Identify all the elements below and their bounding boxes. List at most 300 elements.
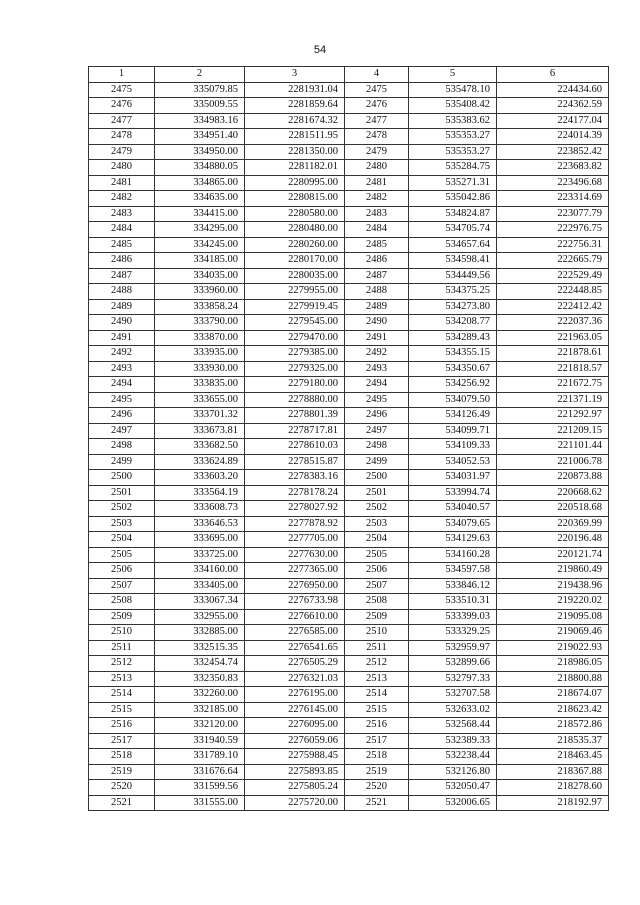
point-number-cell: 2513 — [89, 671, 155, 687]
table-row — [89, 129, 609, 145]
table-row — [89, 718, 609, 734]
coord-x-cell: 334035.00 — [155, 268, 245, 284]
coord-y-2-cell: 221101.44 — [497, 439, 609, 455]
point-number-2-cell: 2477 — [345, 113, 409, 129]
coord-y-cell: 2276195.00 — [245, 687, 345, 703]
coord-x-2-cell: 535353.27 — [409, 129, 497, 145]
coord-y-2-cell: 220121.74 — [497, 547, 609, 563]
point-number-2-cell: 2494 — [345, 377, 409, 393]
coord-x-2-cell: 535478.10 — [409, 82, 497, 98]
coord-y-2-cell: 223683.82 — [497, 160, 609, 176]
point-number-cell: 2504 — [89, 532, 155, 548]
coord-x-cell: 331599.56 — [155, 780, 245, 796]
coord-x-cell: 333790.00 — [155, 315, 245, 331]
coord-x-cell: 334880.05 — [155, 160, 245, 176]
coord-x-2-cell: 532899.66 — [409, 656, 497, 672]
point-number-2-cell: 2517 — [345, 733, 409, 749]
coord-x-cell: 334185.00 — [155, 253, 245, 269]
coord-y-2-cell: 219220.02 — [497, 594, 609, 610]
coord-x-cell: 333564.19 — [155, 485, 245, 501]
point-number-cell: 2477 — [89, 113, 155, 129]
coord-x-2-cell: 534375.25 — [409, 284, 497, 300]
point-number-cell: 2484 — [89, 222, 155, 238]
point-number-2-cell: 2476 — [345, 98, 409, 114]
table-row — [89, 764, 609, 780]
coord-x-cell: 334635.00 — [155, 191, 245, 207]
table-row — [89, 284, 609, 300]
coord-x-cell: 332885.00 — [155, 625, 245, 641]
table-row — [89, 423, 609, 439]
point-number-2-cell: 2516 — [345, 718, 409, 734]
page-number: 54 — [313, 44, 327, 56]
coord-x-2-cell: 535408.42 — [409, 98, 497, 114]
coord-y-cell: 2278801.39 — [245, 408, 345, 424]
coord-x-cell: 332955.00 — [155, 609, 245, 625]
table-row — [89, 253, 609, 269]
point-number-2-cell: 2515 — [345, 702, 409, 718]
coord-y-2-cell: 221371.19 — [497, 392, 609, 408]
point-number-cell: 2494 — [89, 377, 155, 393]
coord-y-cell: 2277630.00 — [245, 547, 345, 563]
coord-x-2-cell: 534079.50 — [409, 392, 497, 408]
point-number-cell: 2490 — [89, 315, 155, 331]
point-number-2-cell: 2492 — [345, 346, 409, 362]
coord-y-cell: 2276095.00 — [245, 718, 345, 734]
table-row — [89, 392, 609, 408]
coord-y-2-cell: 219069.46 — [497, 625, 609, 641]
coord-y-cell: 2275805.24 — [245, 780, 345, 796]
point-number-2-cell: 2505 — [345, 547, 409, 563]
coord-y-2-cell: 218535.37 — [497, 733, 609, 749]
coord-y-cell: 2276585.00 — [245, 625, 345, 641]
table-row — [89, 485, 609, 501]
coord-x-cell: 333603.20 — [155, 470, 245, 486]
coord-y-2-cell: 224362.59 — [497, 98, 609, 114]
coord-x-cell: 333695.00 — [155, 532, 245, 548]
column-header-4: 4 — [345, 67, 409, 83]
point-number-cell: 2495 — [89, 392, 155, 408]
coord-y-2-cell: 224014.39 — [497, 129, 609, 145]
coord-y-cell: 2280480.00 — [245, 222, 345, 238]
coord-x-cell: 332185.00 — [155, 702, 245, 718]
coord-x-cell: 333960.00 — [155, 284, 245, 300]
point-number-cell: 2492 — [89, 346, 155, 362]
coord-y-2-cell: 222756.31 — [497, 237, 609, 253]
point-number-2-cell: 2510 — [345, 625, 409, 641]
coord-y-cell: 2280170.00 — [245, 253, 345, 269]
table-row — [89, 299, 609, 315]
coord-y-2-cell: 220668.62 — [497, 485, 609, 501]
point-number-cell: 2520 — [89, 780, 155, 796]
coord-y-2-cell: 219860.49 — [497, 563, 609, 579]
coord-x-cell: 332515.35 — [155, 640, 245, 656]
coord-y-2-cell: 223852.42 — [497, 144, 609, 160]
coord-x-cell: 333725.00 — [155, 547, 245, 563]
coord-x-2-cell: 534160.28 — [409, 547, 497, 563]
coord-x-2-cell: 532797.33 — [409, 671, 497, 687]
coord-x-2-cell: 535383.62 — [409, 113, 497, 129]
point-number-2-cell: 2491 — [345, 330, 409, 346]
table-row — [89, 330, 609, 346]
point-number-2-cell: 2497 — [345, 423, 409, 439]
table-row — [89, 532, 609, 548]
coord-y-cell: 2276059.06 — [245, 733, 345, 749]
point-number-2-cell: 2478 — [345, 129, 409, 145]
coord-y-cell: 2275988.45 — [245, 749, 345, 765]
coord-x-2-cell: 534289.43 — [409, 330, 497, 346]
point-number-cell: 2508 — [89, 594, 155, 610]
point-number-cell: 2511 — [89, 640, 155, 656]
table-row — [89, 547, 609, 563]
coord-x-2-cell: 534129.63 — [409, 532, 497, 548]
coord-y-cell: 2280815.00 — [245, 191, 345, 207]
coord-y-cell: 2279385.00 — [245, 346, 345, 362]
coord-x-cell: 333858.24 — [155, 299, 245, 315]
table-row — [89, 454, 609, 470]
coord-x-2-cell: 533846.12 — [409, 578, 497, 594]
coord-x-2-cell: 532389.33 — [409, 733, 497, 749]
point-number-2-cell: 2519 — [345, 764, 409, 780]
table-row — [89, 160, 609, 176]
point-number-cell: 2518 — [89, 749, 155, 765]
coord-x-2-cell: 534040.57 — [409, 501, 497, 517]
coord-x-2-cell: 534824.87 — [409, 206, 497, 222]
coord-x-2-cell: 532959.97 — [409, 640, 497, 656]
coord-x-cell: 334950.00 — [155, 144, 245, 160]
coord-x-cell: 332454.74 — [155, 656, 245, 672]
table-row — [89, 470, 609, 486]
point-number-2-cell: 2475 — [345, 82, 409, 98]
coord-x-cell: 334160.00 — [155, 563, 245, 579]
coord-x-2-cell: 534256.92 — [409, 377, 497, 393]
coord-x-cell: 333682.50 — [155, 439, 245, 455]
point-number-2-cell: 2480 — [345, 160, 409, 176]
coord-y-cell: 2280260.00 — [245, 237, 345, 253]
point-number-cell: 2483 — [89, 206, 155, 222]
coord-y-cell: 2278027.92 — [245, 501, 345, 517]
coord-y-cell: 2276145.00 — [245, 702, 345, 718]
coord-y-2-cell: 221672.75 — [497, 377, 609, 393]
coord-y-cell: 2278515.87 — [245, 454, 345, 470]
table-row — [89, 625, 609, 641]
coord-y-2-cell: 219095.08 — [497, 609, 609, 625]
point-number-cell: 2491 — [89, 330, 155, 346]
coord-x-2-cell: 533329.25 — [409, 625, 497, 641]
coord-y-cell: 2278383.16 — [245, 470, 345, 486]
coord-y-2-cell: 220196.48 — [497, 532, 609, 548]
coord-y-cell: 2278717.81 — [245, 423, 345, 439]
coord-y-cell: 2276610.00 — [245, 609, 345, 625]
coord-y-2-cell: 218674.07 — [497, 687, 609, 703]
coord-y-2-cell: 222665.79 — [497, 253, 609, 269]
coord-y-2-cell: 221963.05 — [497, 330, 609, 346]
coord-y-cell: 2280995.00 — [245, 175, 345, 191]
coord-y-cell: 2279180.00 — [245, 377, 345, 393]
point-number-cell: 2497 — [89, 423, 155, 439]
coord-x-2-cell: 534355.15 — [409, 346, 497, 362]
coord-y-cell: 2281350.00 — [245, 144, 345, 160]
coord-x-2-cell: 534079.65 — [409, 516, 497, 532]
coord-x-cell: 333624.89 — [155, 454, 245, 470]
table-row — [89, 656, 609, 672]
point-number-cell: 2521 — [89, 795, 155, 811]
coord-y-cell: 2281511.95 — [245, 129, 345, 145]
point-number-cell: 2496 — [89, 408, 155, 424]
point-number-cell: 2516 — [89, 718, 155, 734]
coord-y-2-cell: 218192.97 — [497, 795, 609, 811]
coord-y-2-cell: 218572.86 — [497, 718, 609, 734]
table-row — [89, 501, 609, 517]
point-number-2-cell: 2487 — [345, 268, 409, 284]
coord-y-2-cell: 218623.42 — [497, 702, 609, 718]
coord-y-cell: 2276505.29 — [245, 656, 345, 672]
point-number-cell: 2502 — [89, 501, 155, 517]
point-number-2-cell: 2481 — [345, 175, 409, 191]
coord-y-2-cell: 222448.85 — [497, 284, 609, 300]
coord-x-cell: 333405.00 — [155, 578, 245, 594]
point-number-cell: 2499 — [89, 454, 155, 470]
coord-y-cell: 2280580.00 — [245, 206, 345, 222]
table-row — [89, 733, 609, 749]
table-row — [89, 578, 609, 594]
coord-x-cell: 335009.55 — [155, 98, 245, 114]
coord-y-2-cell: 218278.60 — [497, 780, 609, 796]
point-number-2-cell: 2479 — [345, 144, 409, 160]
coord-x-2-cell: 535284.75 — [409, 160, 497, 176]
point-number-2-cell: 2504 — [345, 532, 409, 548]
table-row — [89, 780, 609, 796]
coord-y-cell: 2275893.85 — [245, 764, 345, 780]
coord-x-cell: 335079.85 — [155, 82, 245, 98]
coord-x-cell: 332120.00 — [155, 718, 245, 734]
coord-x-2-cell: 534597.58 — [409, 563, 497, 579]
coord-x-2-cell: 532633.02 — [409, 702, 497, 718]
coord-x-2-cell: 532707.58 — [409, 687, 497, 703]
coord-y-cell: 2275720.00 — [245, 795, 345, 811]
coord-x-cell: 334245.00 — [155, 237, 245, 253]
coord-y-2-cell: 221006.78 — [497, 454, 609, 470]
point-number-2-cell: 2502 — [345, 501, 409, 517]
coord-x-2-cell: 534449.56 — [409, 268, 497, 284]
coord-y-2-cell: 221209.15 — [497, 423, 609, 439]
point-number-cell: 2480 — [89, 160, 155, 176]
coord-x-cell: 334983.16 — [155, 113, 245, 129]
point-number-2-cell: 2511 — [345, 640, 409, 656]
coord-x-2-cell: 533399.03 — [409, 609, 497, 625]
coord-x-cell: 333870.00 — [155, 330, 245, 346]
coord-x-2-cell: 533510.31 — [409, 594, 497, 610]
point-number-cell: 2488 — [89, 284, 155, 300]
coord-y-2-cell: 222412.42 — [497, 299, 609, 315]
coord-y-cell: 2281182.01 — [245, 160, 345, 176]
table-row — [89, 191, 609, 207]
coord-x-2-cell: 534031.97 — [409, 470, 497, 486]
point-number-2-cell: 2488 — [345, 284, 409, 300]
coord-x-cell: 333646.53 — [155, 516, 245, 532]
table-row — [89, 268, 609, 284]
point-number-2-cell: 2482 — [345, 191, 409, 207]
coord-x-2-cell: 534657.64 — [409, 237, 497, 253]
coord-y-cell: 2278610.03 — [245, 439, 345, 455]
table-row — [89, 237, 609, 253]
point-number-cell: 2501 — [89, 485, 155, 501]
coord-y-2-cell: 222976.75 — [497, 222, 609, 238]
coord-y-cell: 2277365.00 — [245, 563, 345, 579]
coord-y-cell: 2277705.00 — [245, 532, 345, 548]
coord-x-cell: 333067.34 — [155, 594, 245, 610]
point-number-cell: 2478 — [89, 129, 155, 145]
coord-x-cell: 333930.00 — [155, 361, 245, 377]
column-header-2: 2 — [155, 67, 245, 83]
point-number-cell: 2476 — [89, 98, 155, 114]
point-number-2-cell: 2521 — [345, 795, 409, 811]
coord-y-2-cell: 223496.68 — [497, 175, 609, 191]
coord-x-2-cell: 535271.31 — [409, 175, 497, 191]
coord-x-cell: 331555.00 — [155, 795, 245, 811]
coord-x-2-cell: 535353.27 — [409, 144, 497, 160]
table-row — [89, 144, 609, 160]
table-row — [89, 408, 609, 424]
table-row — [89, 702, 609, 718]
coord-y-cell: 2276321.03 — [245, 671, 345, 687]
coord-y-cell: 2279325.00 — [245, 361, 345, 377]
coord-y-2-cell: 220873.88 — [497, 470, 609, 486]
point-number-cell: 2489 — [89, 299, 155, 315]
point-number-2-cell: 2495 — [345, 392, 409, 408]
coord-x-cell: 333655.00 — [155, 392, 245, 408]
point-number-2-cell: 2483 — [345, 206, 409, 222]
point-number-2-cell: 2514 — [345, 687, 409, 703]
point-number-cell: 2510 — [89, 625, 155, 641]
coord-x-2-cell: 532050.47 — [409, 780, 497, 796]
coord-x-2-cell: 532006.65 — [409, 795, 497, 811]
coord-y-2-cell: 224177.04 — [497, 113, 609, 129]
coord-y-cell: 2279955.00 — [245, 284, 345, 300]
coord-y-2-cell: 218367.88 — [497, 764, 609, 780]
point-number-cell: 2485 — [89, 237, 155, 253]
point-number-2-cell: 2503 — [345, 516, 409, 532]
table-row — [89, 594, 609, 610]
coord-y-2-cell: 219438.96 — [497, 578, 609, 594]
point-number-2-cell: 2489 — [345, 299, 409, 315]
coord-x-cell: 333673.81 — [155, 423, 245, 439]
point-number-2-cell: 2496 — [345, 408, 409, 424]
point-number-2-cell: 2493 — [345, 361, 409, 377]
point-number-2-cell: 2499 — [345, 454, 409, 470]
coord-y-cell: 2277878.92 — [245, 516, 345, 532]
table-row — [89, 377, 609, 393]
point-number-cell: 2506 — [89, 563, 155, 579]
table-row — [89, 439, 609, 455]
table-row — [89, 609, 609, 625]
coord-x-2-cell: 532126.80 — [409, 764, 497, 780]
point-number-cell: 2509 — [89, 609, 155, 625]
point-number-cell: 2498 — [89, 439, 155, 455]
point-number-2-cell: 2507 — [345, 578, 409, 594]
coord-x-2-cell: 534052.53 — [409, 454, 497, 470]
coord-y-cell: 2280035.00 — [245, 268, 345, 284]
coord-y-2-cell: 220518.68 — [497, 501, 609, 517]
table-row — [89, 687, 609, 703]
table-row — [89, 206, 609, 222]
coord-x-2-cell: 534099.71 — [409, 423, 497, 439]
coord-x-cell: 333701.32 — [155, 408, 245, 424]
point-number-cell: 2507 — [89, 578, 155, 594]
point-number-cell: 2512 — [89, 656, 155, 672]
coord-x-cell: 333835.00 — [155, 377, 245, 393]
coord-y-cell: 2276541.65 — [245, 640, 345, 656]
point-number-cell: 2482 — [89, 191, 155, 207]
coord-x-cell: 331789.10 — [155, 749, 245, 765]
coord-y-cell: 2279919.45 — [245, 299, 345, 315]
point-number-2-cell: 2513 — [345, 671, 409, 687]
point-number-cell: 2481 — [89, 175, 155, 191]
point-number-2-cell: 2486 — [345, 253, 409, 269]
table-body — [89, 82, 609, 811]
coord-x-2-cell: 534208.77 — [409, 315, 497, 331]
coord-x-2-cell: 534273.80 — [409, 299, 497, 315]
coord-y-2-cell: 218800.88 — [497, 671, 609, 687]
coord-y-2-cell: 223077.79 — [497, 206, 609, 222]
coord-y-2-cell: 222037.36 — [497, 315, 609, 331]
coord-y-2-cell: 222529.49 — [497, 268, 609, 284]
coord-y-cell: 2279545.00 — [245, 315, 345, 331]
point-number-2-cell: 2509 — [345, 609, 409, 625]
table-row — [89, 82, 609, 98]
point-number-2-cell: 2485 — [345, 237, 409, 253]
point-number-2-cell: 2506 — [345, 563, 409, 579]
coord-x-2-cell: 534598.41 — [409, 253, 497, 269]
coord-x-2-cell: 532568.44 — [409, 718, 497, 734]
coord-y-2-cell: 221292.97 — [497, 408, 609, 424]
table-row — [89, 315, 609, 331]
coordinates-table — [88, 66, 609, 811]
table-row — [89, 749, 609, 765]
coord-y-2-cell: 218986.05 — [497, 656, 609, 672]
point-number-cell: 2475 — [89, 82, 155, 98]
coord-x-cell: 331940.59 — [155, 733, 245, 749]
coord-x-cell: 334865.00 — [155, 175, 245, 191]
coord-x-2-cell: 535042.86 — [409, 191, 497, 207]
point-number-cell: 2519 — [89, 764, 155, 780]
point-number-2-cell: 2498 — [345, 439, 409, 455]
coord-y-2-cell: 218463.45 — [497, 749, 609, 765]
table-header-row — [89, 67, 609, 83]
column-header-1: 1 — [89, 67, 155, 83]
table-row — [89, 640, 609, 656]
coord-y-cell: 2276950.00 — [245, 578, 345, 594]
coord-y-cell: 2279470.00 — [245, 330, 345, 346]
coord-x-2-cell: 532238.44 — [409, 749, 497, 765]
coord-y-2-cell: 220369.99 — [497, 516, 609, 532]
coord-y-2-cell: 223314.69 — [497, 191, 609, 207]
point-number-2-cell: 2501 — [345, 485, 409, 501]
coord-y-cell: 2281931.04 — [245, 82, 345, 98]
coord-x-cell: 333935.00 — [155, 346, 245, 362]
coord-y-cell: 2278178.24 — [245, 485, 345, 501]
coord-y-cell: 2278880.00 — [245, 392, 345, 408]
coord-y-2-cell: 221818.57 — [497, 361, 609, 377]
point-number-2-cell: 2508 — [345, 594, 409, 610]
coord-x-cell: 333608.73 — [155, 501, 245, 517]
coord-x-cell: 332260.00 — [155, 687, 245, 703]
point-number-2-cell: 2518 — [345, 749, 409, 765]
coord-x-2-cell: 534705.74 — [409, 222, 497, 238]
point-number-2-cell: 2500 — [345, 470, 409, 486]
coord-y-2-cell: 224434.60 — [497, 82, 609, 98]
coord-x-2-cell: 533994.74 — [409, 485, 497, 501]
column-header-5: 5 — [409, 67, 497, 83]
